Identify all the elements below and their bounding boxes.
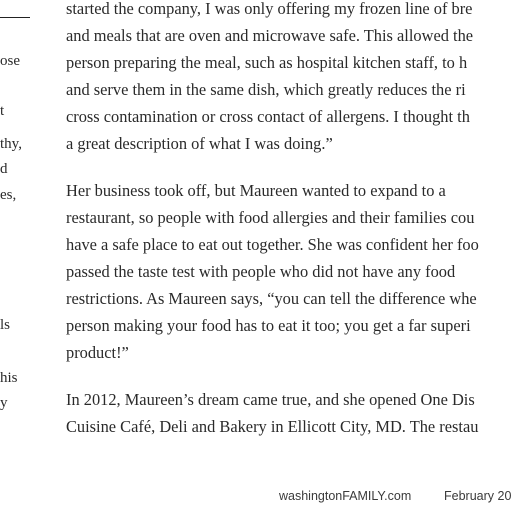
left-column-line: his	[0, 370, 18, 386]
paragraph-1-line: started the company, I was only offering my frozen line of bre	[66, 0, 473, 18]
article-body	[66, 0, 512, 470]
paragraph-2-line: restrictions. As Maureen says, “you can tell the difference whe	[66, 289, 477, 308]
paragraph-3-line: Cuisine Café, Deli and Bakery in Ellicott City, MD. The restau	[66, 417, 479, 436]
paragraph-1-line: and meals that are oven and microwave safe. This allowed the	[66, 26, 474, 45]
left-column-line: thy,	[0, 136, 22, 152]
paragraph-2-line: person making your food has to eat it too; you get a far superi	[66, 316, 471, 335]
paragraph-1-line: person preparing the meal, such as hospital kitchen staff, to h	[66, 53, 468, 72]
footer-issue-date: February 20	[444, 489, 512, 503]
paragraph-1-line: cross contamination or cross contact of allergens. I thought th	[66, 107, 470, 126]
paragraph-1-line: and serve them in the same dish, which greatly reduces the ri	[66, 80, 466, 99]
paragraph-2-line: have a safe place to eat out together. She was confident her foo	[66, 235, 479, 254]
left-column-line: ls	[0, 317, 11, 333]
paragraph-2-line: product!”	[66, 343, 129, 362]
paragraph-3-line: In 2012, Maureen’s dream came true, and she opened One Dis	[66, 390, 475, 409]
page-footer	[0, 489, 512, 507]
left-column-line: ose	[0, 53, 20, 69]
paragraph-2-line: Her business took off, but Maureen wanted to expand to a	[66, 181, 446, 200]
paragraph-2-line: passed the taste test with people who did not have any food	[66, 262, 456, 281]
left-column-line: es,	[0, 187, 17, 203]
left-column-line: y	[0, 395, 8, 411]
footer-site-name: washingtonFAMILY.com	[279, 489, 412, 503]
left-column-fragment	[0, 0, 50, 512]
left-column-line: d	[0, 161, 8, 177]
column-divider-rule	[0, 17, 30, 18]
left-column-line: t	[0, 103, 5, 119]
paragraph-1-line: a great description of what I was doing.”	[66, 134, 333, 153]
paragraph-2-line: restaurant, so people with food allergies and their families cou	[66, 208, 475, 227]
